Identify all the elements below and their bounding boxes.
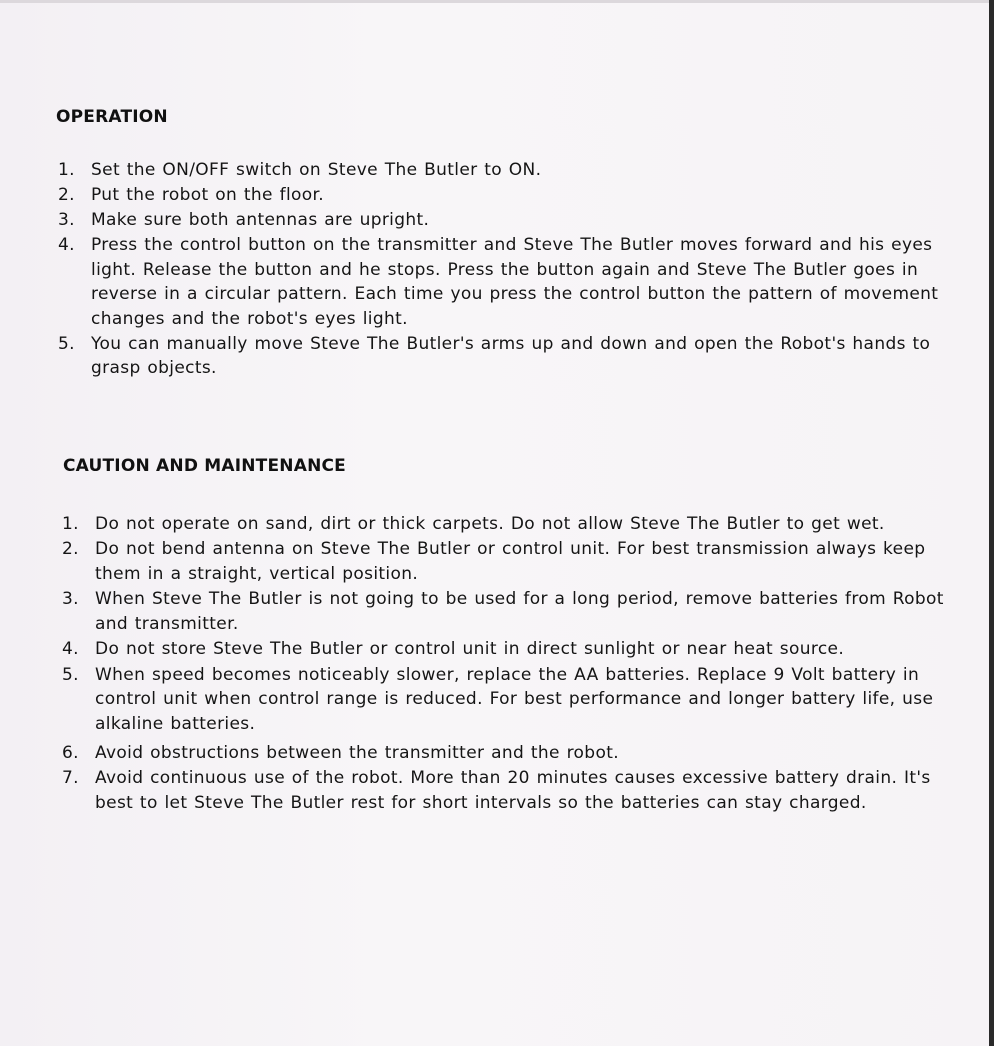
item-number: 1.	[58, 160, 75, 180]
item-number: 3.	[62, 589, 79, 610]
item-text: Press the control button on the transmitter and Steve The Butler moves forward and his eyes light. Release the button and he stops. Press the button again and Steve The Butler goes in reverse in a circular pattern. Each time you press the control button the pattern of movement changes and the robot's eyes light.	[91, 234, 939, 329]
list-item	[58, 158, 968, 183]
list-item	[62, 512, 972, 537]
item-number: 2.	[58, 184, 75, 205]
page-top-edge	[0, 0, 994, 3]
item-number: 2.	[62, 539, 79, 560]
list-item	[58, 183, 968, 208]
item-number: 7.	[62, 767, 79, 788]
caution-heading: CAUTION AND MAINTENANCE	[63, 456, 346, 476]
item-number: 5.	[58, 333, 75, 354]
list-item	[62, 741, 972, 766]
item-text: Do not store Steve The Butler or control unit in direct sunlight or near heat source.	[95, 639, 845, 660]
item-text: When speed becomes noticeably slower, replace the AA batteries. Replace 9 Volt battery in control unit when control range is reduced. For best performance and longer battery life, use alkaline batteries.	[95, 664, 934, 734]
item-number: 1.	[62, 514, 79, 534]
item-text: Do not operate on sand, dirt or thick carpets. Do not allow Steve The Butler to get wet.	[95, 514, 885, 534]
caution-list	[62, 512, 972, 815]
item-text: Put the robot on the floor.	[91, 184, 325, 205]
item-number: 3.	[58, 209, 75, 230]
item-number: 4.	[58, 234, 75, 255]
list-item	[62, 663, 972, 737]
item-number: 5.	[62, 664, 79, 685]
item-text: Avoid continuous use of the robot. More than 20 minutes causes excessive battery drain. It's best to let Steve The Butler rest for short intervals so the batteries can stay charged.	[95, 767, 931, 813]
item-text: Avoid obstructions between the transmitter and the robot.	[95, 742, 619, 763]
operation-heading: OPERATION	[56, 107, 168, 127]
item-text: When Steve The Butler is not going to be used for a long period, remove batteries from Robot and transmitter.	[95, 589, 944, 634]
item-text: You can manually move Steve The Butler's arms up and down and open the Robot's hands to grasp objects.	[91, 333, 931, 379]
item-text: Set the ON/OFF switch on Steve The Butler to ON.	[91, 160, 542, 180]
list-item	[58, 332, 968, 381]
list-item	[58, 208, 968, 233]
item-number: 4.	[62, 639, 79, 660]
list-item	[58, 233, 968, 331]
page-right-edge	[989, 0, 994, 1046]
list-item	[62, 766, 972, 815]
item-number: 6.	[62, 742, 79, 763]
list-item	[62, 537, 972, 586]
list-item	[62, 637, 972, 662]
list-item	[62, 587, 972, 636]
operation-list	[58, 158, 968, 381]
item-text: Do not bend antenna on Steve The Butler or control unit. For best transmission always keep them in a straight, vertical position.	[95, 539, 926, 584]
item-text: Make sure both antennas are upright.	[91, 209, 430, 230]
